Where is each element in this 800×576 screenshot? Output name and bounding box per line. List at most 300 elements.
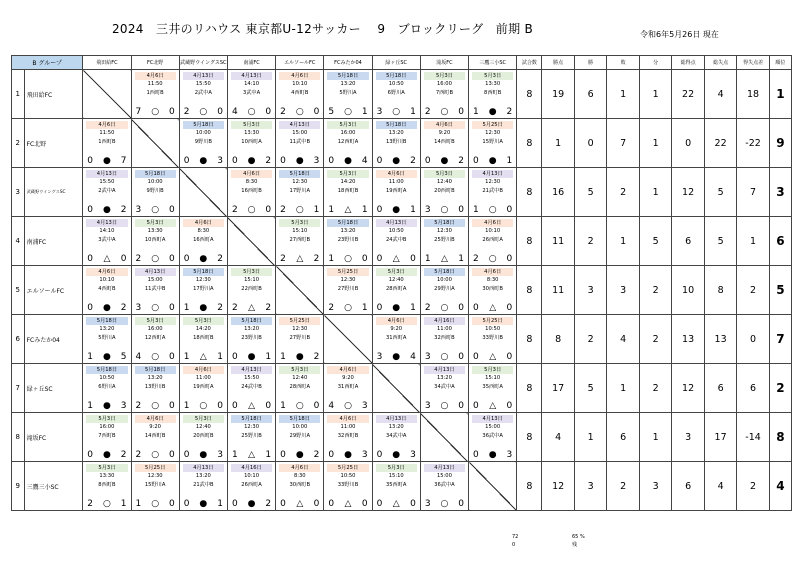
table-row: [12, 315, 792, 364]
score-against: 2: [313, 254, 320, 264]
match-date: 5月3日: [183, 317, 224, 325]
score-for: 3: [376, 352, 383, 362]
match-date: 4月6日: [135, 72, 176, 80]
match-result: [373, 156, 420, 166]
match-time: 13:30: [99, 473, 115, 479]
match-time: 12:40: [195, 424, 211, 430]
match-time: 13:30: [485, 81, 501, 87]
self-match-cell: [420, 413, 468, 462]
losses: 7: [607, 119, 639, 168]
goals-for: 12: [672, 168, 704, 217]
result-mark: ●: [344, 450, 352, 460]
match-result: [324, 156, 371, 166]
match-result: [324, 205, 371, 215]
score-for: 3: [376, 107, 383, 117]
match-cell: [179, 266, 227, 315]
goals-for: 6: [672, 217, 704, 266]
match-cell: [324, 217, 372, 266]
match-cell: [131, 217, 179, 266]
match-cell: [179, 315, 227, 364]
match-venue: 34武中A: [385, 433, 407, 439]
match-cell: [324, 266, 372, 315]
match-venue: 25野川B: [241, 433, 262, 439]
match-venue: 15野川A: [482, 139, 503, 145]
match-cell: [179, 462, 227, 511]
score-against: 0: [458, 401, 465, 411]
match-venue: 4西町B: [291, 90, 309, 96]
match-date: 5月18日: [327, 72, 368, 80]
wins: 0: [574, 119, 606, 168]
result-mark: △: [344, 205, 352, 215]
score-against: 0: [361, 254, 368, 264]
match-result: [421, 254, 468, 264]
match-date: 5月25日: [279, 317, 320, 325]
score-for: 0: [424, 156, 431, 166]
score-against: 0: [168, 450, 175, 460]
score-against: 0: [265, 205, 272, 215]
goals-for: 10: [672, 266, 704, 315]
score-against: 0: [313, 401, 320, 411]
match-time: 15:50: [99, 179, 115, 185]
row-number: 2: [12, 119, 25, 168]
score-for: 3: [424, 352, 431, 362]
col-stat-header: 総得点: [672, 56, 704, 70]
score-against: 3: [217, 450, 223, 460]
result-mark: △: [248, 401, 256, 411]
match-cell: [420, 266, 468, 315]
result-mark: ○: [295, 107, 304, 117]
match-cell: [469, 364, 517, 413]
result-mark: △: [199, 352, 207, 362]
match-date: 5月18日: [231, 415, 272, 423]
match-time: 15:00: [147, 277, 163, 283]
goal-difference: 0: [737, 315, 769, 364]
losses: 1: [607, 70, 639, 119]
result-mark: ●: [102, 156, 111, 166]
score-against: 1: [265, 450, 272, 460]
result-mark: ●: [102, 401, 111, 411]
wins: 2: [574, 217, 606, 266]
match-cell: [83, 462, 131, 511]
match-time: 16:00: [340, 130, 356, 136]
team-name: 滝坂FC: [24, 413, 83, 462]
match-time: 10:50: [388, 228, 404, 234]
match-date: 5月3日: [183, 415, 224, 423]
table-row: [12, 413, 792, 462]
score-for: 1: [473, 205, 479, 215]
match-result: [180, 352, 227, 362]
score-for: 1: [183, 303, 190, 313]
match-result: [180, 499, 227, 509]
score-against: 1: [361, 205, 368, 215]
match-result: [421, 156, 468, 166]
match-time: 14:10: [244, 81, 260, 87]
footer-count-value: 72: [512, 534, 519, 540]
result-mark: ●: [199, 450, 208, 460]
match-cell: [227, 364, 275, 413]
score-against: 1: [458, 254, 465, 264]
result-mark: ●: [392, 450, 401, 460]
match-venue: 6野川A: [387, 90, 405, 96]
match-date: 4月13日: [424, 366, 465, 374]
result-mark: ○: [247, 205, 256, 215]
match-date: 4月6日: [231, 170, 272, 178]
match-time: 16:00: [99, 424, 115, 430]
match-time: 11:50: [99, 130, 115, 136]
points: 11: [542, 217, 574, 266]
match-venue: 33野川B: [482, 335, 503, 341]
score-against: 0: [361, 499, 368, 509]
match-venue: 29野川A: [289, 433, 311, 439]
match-venue: 4西町B: [98, 286, 116, 292]
score-against: 0: [217, 401, 223, 411]
match-venue: 13野川B: [144, 384, 166, 390]
match-time: 9:20: [390, 326, 403, 332]
col-team-header: 武蔵野ウイングスSC: [179, 56, 227, 70]
match-date: 5月3日: [135, 219, 176, 227]
score-for: 1: [87, 401, 94, 411]
match-result: [132, 254, 179, 264]
score-against: 0: [506, 254, 513, 264]
result-mark: ●: [488, 107, 497, 117]
match-date: 5月18日: [279, 415, 320, 423]
match-venue: 5野川A: [339, 90, 357, 96]
match-cell: [179, 70, 227, 119]
match-time: 10:10: [485, 228, 501, 234]
match-result: [469, 352, 516, 362]
match-time: 13:20: [436, 375, 452, 381]
match-date: 5月3日: [376, 268, 417, 276]
rank: 4: [769, 462, 791, 511]
table-row: [12, 266, 792, 315]
result-mark: ●: [295, 352, 304, 362]
score-for: 1: [183, 352, 190, 362]
match-venue: 2武中A: [98, 188, 116, 194]
match-result: [83, 401, 130, 411]
match-time: 12:30: [195, 277, 211, 283]
match-result: [421, 401, 468, 411]
match-venue: 5野川A: [98, 335, 116, 341]
match-date: 4月13日: [183, 464, 224, 472]
match-date: 4月13日: [231, 366, 272, 374]
goals-against: 22: [704, 119, 736, 168]
score-for: 1: [473, 107, 479, 117]
result-mark: ●: [488, 450, 497, 460]
rank: 5: [769, 266, 791, 315]
losses: 1: [607, 364, 639, 413]
match-cell: [83, 119, 131, 168]
match-result: [228, 156, 275, 166]
goals-against: 5: [704, 217, 736, 266]
result-mark: ●: [102, 205, 111, 215]
match-date: 5月18日: [135, 366, 176, 374]
result-mark: ●: [102, 352, 111, 362]
match-venue: 33野川B: [337, 482, 359, 488]
score-against: 0: [458, 205, 465, 215]
match-date: 5月3日: [135, 317, 176, 325]
match-venue: 7西町B: [435, 90, 454, 96]
col-team-header: 三鷹三小SC: [469, 56, 517, 70]
match-cell: [469, 168, 517, 217]
match-cell: [276, 217, 324, 266]
match-venue: 22西町B: [241, 286, 262, 292]
self-match-cell: [83, 70, 131, 119]
match-cell: [276, 315, 324, 364]
match-date: 5月3日: [424, 72, 465, 80]
score-against: 0: [313, 107, 320, 117]
match-cell: [276, 462, 324, 511]
games-played: 8: [517, 217, 542, 266]
match-cell: [420, 168, 468, 217]
match-venue: 24武中B: [385, 237, 407, 243]
score-against: 0: [506, 401, 513, 411]
score-for: 1: [87, 352, 94, 362]
match-cell: [83, 217, 131, 266]
col-team-header: 滝坂FC: [420, 56, 468, 70]
match-date: 5月3日: [279, 366, 320, 374]
row-number: 9: [12, 462, 25, 511]
score-for: 0: [87, 303, 94, 313]
score-for: 0: [376, 156, 383, 166]
match-time: 15:50: [195, 81, 211, 87]
match-result: [132, 107, 179, 117]
match-result: [276, 450, 323, 460]
wins: 6: [574, 70, 606, 119]
match-venue: 17野川A: [289, 188, 311, 194]
match-date: 4月6日: [424, 121, 465, 129]
result-mark: ○: [488, 254, 497, 264]
match-cell: [469, 119, 517, 168]
result-mark: ○: [151, 450, 160, 460]
match-result: [373, 205, 420, 215]
match-cell: [227, 119, 275, 168]
match-venue: 14西町B: [434, 139, 455, 145]
match-time: 13:20: [388, 424, 404, 430]
score-against: 1: [361, 303, 368, 313]
losses: 4: [607, 315, 639, 364]
score-against: 3: [361, 450, 368, 460]
score-against: 0: [506, 303, 513, 313]
score-for: 0: [87, 156, 94, 166]
match-result: [469, 450, 516, 460]
col-stat-header: 分: [639, 56, 671, 70]
score-for: 1: [231, 450, 238, 460]
points: 8: [542, 315, 574, 364]
result-mark: ●: [392, 303, 401, 313]
result-mark: △: [296, 499, 304, 509]
goals-against: 6: [704, 364, 736, 413]
score-against: 0: [168, 205, 175, 215]
score-for: 0: [183, 499, 190, 509]
row-number: 6: [12, 315, 25, 364]
score-for: 0: [376, 499, 383, 509]
result-mark: ●: [102, 450, 111, 460]
result-mark: △: [440, 254, 448, 264]
as-of-date: 令和6年5月26日 現在: [640, 30, 719, 39]
match-venue: 32西町B: [434, 335, 455, 341]
match-venue: 20西町B: [193, 433, 214, 439]
score-against: 2: [313, 352, 320, 362]
draws: 3: [639, 462, 671, 511]
match-result: [228, 107, 275, 117]
match-result: [180, 156, 227, 166]
score-for: 0: [183, 156, 190, 166]
score-against: 2: [120, 303, 127, 313]
score-against: 0: [265, 107, 272, 117]
match-result: [83, 499, 130, 509]
match-cell: [469, 315, 517, 364]
score-against: 0: [506, 352, 513, 362]
score-against: 1: [313, 205, 320, 215]
losses: 6: [607, 413, 639, 462]
draws: 5: [639, 217, 671, 266]
match-result: [228, 303, 275, 313]
score-for: 0: [183, 450, 190, 460]
match-time: 9:20: [342, 375, 354, 381]
match-venue: 21武中B: [193, 482, 214, 488]
match-time: 10:10: [99, 277, 115, 283]
match-time: 13:20: [147, 375, 163, 381]
match-date: 5月25日: [472, 121, 513, 129]
match-cell: [83, 315, 131, 364]
result-mark: ●: [199, 303, 208, 313]
match-cell: [83, 413, 131, 462]
score-against: 3: [313, 156, 320, 166]
match-date: 4月6日: [279, 72, 320, 80]
match-venue: 1西町B: [146, 90, 164, 96]
score-against: 0: [168, 303, 175, 313]
score-against: 2: [506, 107, 513, 117]
match-cell: [420, 217, 468, 266]
match-venue: 19西町A: [385, 188, 407, 194]
score-against: 0: [120, 254, 127, 264]
match-date: 5月18日: [86, 317, 127, 325]
score-for: 2: [135, 401, 142, 411]
match-result: [469, 205, 516, 215]
row-number: 8: [12, 413, 25, 462]
goal-difference: 1: [737, 217, 769, 266]
losses: 2: [607, 462, 639, 511]
table-row: [12, 364, 792, 413]
score-against: 0: [458, 107, 465, 117]
score-against: 3: [410, 450, 416, 460]
result-mark: ○: [102, 499, 111, 509]
score-against: 2: [410, 156, 416, 166]
draws: 2: [639, 364, 671, 413]
match-time: 12:40: [292, 375, 308, 381]
goal-difference: 2: [737, 462, 769, 511]
match-cell: [227, 315, 275, 364]
match-cell: [276, 364, 324, 413]
match-time: 10:50: [388, 81, 404, 87]
match-venue: 12西町A: [337, 139, 359, 145]
match-venue: 23野川B: [241, 335, 262, 341]
match-result: [373, 450, 420, 460]
result-mark: ○: [344, 254, 352, 264]
result-mark: ○: [247, 107, 256, 117]
score-for: 3: [135, 205, 142, 215]
team-name: 南浦FC: [24, 217, 83, 266]
match-time: 12:40: [436, 179, 452, 185]
match-time: 11:00: [340, 424, 356, 430]
wins: 5: [574, 364, 606, 413]
result-mark: ●: [199, 156, 208, 166]
match-time: 10:00: [195, 130, 211, 136]
score-for: 0: [376, 303, 383, 313]
goals-against: 8: [704, 266, 736, 315]
match-result: [469, 303, 516, 313]
self-match-cell: [324, 315, 372, 364]
col-team-header: FC北野: [131, 56, 179, 70]
goals-against: 4: [704, 70, 736, 119]
match-cell: [179, 119, 227, 168]
score-for: 0: [231, 352, 238, 362]
score-for: 0: [473, 156, 479, 166]
match-time: 10:00: [147, 179, 163, 185]
wins: 1: [574, 413, 606, 462]
match-time: 13:20: [195, 473, 211, 479]
match-venue: 28西町A: [385, 286, 407, 292]
match-result: [324, 303, 371, 313]
score-against: 2: [217, 303, 223, 313]
goals-for: 12: [672, 364, 704, 413]
match-venue: 27野川B: [289, 335, 311, 341]
match-venue: 18西町B: [337, 188, 359, 194]
score-against: 0: [410, 499, 416, 509]
result-mark: ○: [151, 401, 160, 411]
match-cell: [420, 119, 468, 168]
match-time: 8:30: [486, 277, 499, 283]
table-row: [12, 217, 792, 266]
match-time: 12:30: [292, 326, 308, 332]
match-time: 15:50: [244, 375, 260, 381]
match-venue: 31西町A: [385, 335, 407, 341]
team-name: FCみたか04: [24, 315, 83, 364]
score-against: 7: [120, 156, 127, 166]
result-mark: ●: [247, 352, 256, 362]
match-date: 4月13日: [86, 170, 127, 178]
col-stat-header: 総失点: [704, 56, 736, 70]
match-date: 5月18日: [183, 121, 224, 129]
score-for: 2: [424, 303, 431, 313]
match-date: 5月3日: [472, 72, 513, 80]
score-against: 0: [506, 205, 513, 215]
match-result: [373, 107, 420, 117]
score-for: 0: [328, 450, 335, 460]
match-date: 4月6日: [183, 219, 224, 227]
score-for: 1: [183, 401, 190, 411]
match-result: [83, 205, 130, 215]
table-row: [12, 119, 792, 168]
match-cell: [324, 119, 372, 168]
match-time: 12:30: [485, 130, 501, 136]
row-number: 4: [12, 217, 25, 266]
table-row: [12, 462, 792, 511]
match-date: 5月3日: [231, 268, 272, 276]
match-result: [469, 107, 516, 117]
match-date: 4月13日: [472, 415, 513, 423]
match-date: 4月16日: [231, 464, 272, 472]
match-venue: 10西町A: [144, 237, 166, 243]
goals-against: 13: [704, 315, 736, 364]
match-time: 15:10: [485, 375, 501, 381]
match-venue: 32西町B: [337, 433, 359, 439]
match-venue: 31西町A: [337, 384, 359, 390]
points: 17: [542, 364, 574, 413]
score-for: 0: [183, 254, 190, 264]
match-time: 15:00: [436, 473, 452, 479]
row-number: 5: [12, 266, 25, 315]
